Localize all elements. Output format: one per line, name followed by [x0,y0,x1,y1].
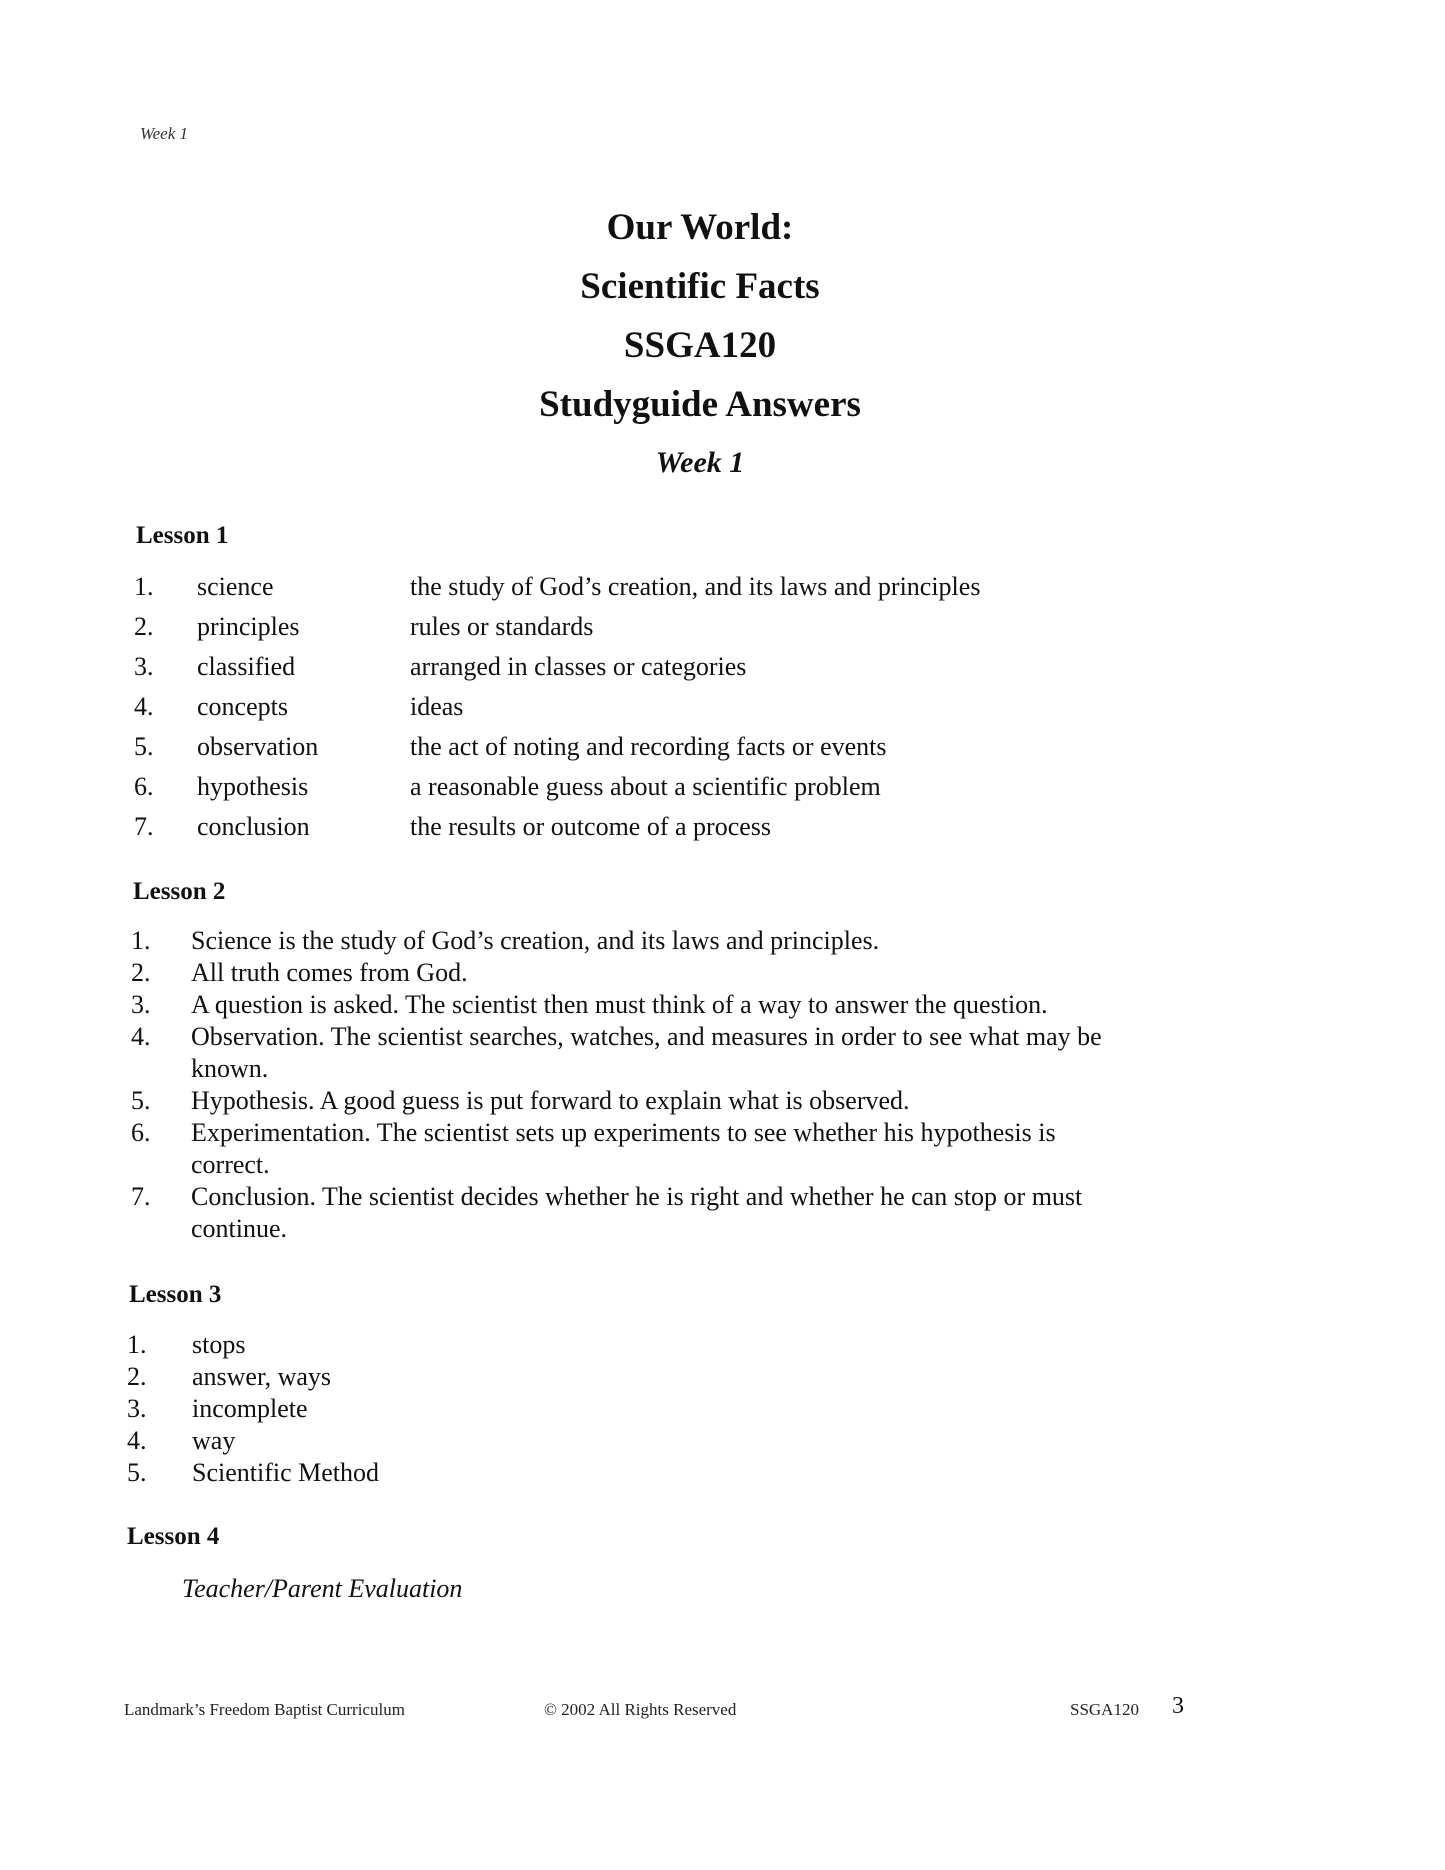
item-number: 1. [127,1330,147,1359]
week-subtitle: Week 1 [655,446,745,479]
vocab-definition: rules or standards [410,612,594,641]
item-text: Observation. The scientist searches, watches, and measures in order to see what may be known. [191,1022,1102,1083]
item-number: 4. [134,692,154,721]
list-item [131,1085,1131,1117]
item-number: 4. [127,1426,147,1455]
running-head: Week 1 [140,124,188,143]
item-text: answer, ways [192,1362,332,1391]
item-text: incomplete [192,1394,308,1423]
item-number: 2. [131,958,151,987]
item-number: 7. [134,812,154,841]
list-item [131,989,1131,1021]
list-item [131,1021,1131,1085]
vocab-definition: the study of God’s creation, and its laws and principles [410,572,981,601]
vocab-term: concepts [197,692,288,721]
item-text: Scientific Method [192,1458,380,1487]
document-title [440,198,960,434]
item-number: 7. [131,1182,151,1211]
item-text: Science is the study of God’s creation, and its laws and principles. [191,926,880,955]
footer-publisher: Landmark’s Freedom Baptist Curriculum [124,1700,405,1719]
title-line-1: Our World: [606,207,794,248]
item-number: 3. [134,652,154,681]
item-number: 3. [131,990,151,1019]
list-item [131,957,1131,989]
lesson-2-heading: Lesson 2 [133,878,226,905]
page-number: 3 [1172,1693,1184,1719]
lesson-3-heading: Lesson 3 [129,1281,222,1308]
footer-copyright: © 2002 All Rights Reserved [544,1700,737,1719]
item-number: 6. [134,772,154,801]
vocab-definition: arranged in classes or categories [410,652,747,681]
item-text: way [192,1426,236,1455]
lesson-1-heading: Lesson 1 [136,522,229,549]
item-text: Conclusion. The scientist decides whether he is right and whether he can stop or must continue. [191,1182,1083,1243]
vocab-term: conclusion [197,812,310,841]
vocab-term: observation [197,732,319,761]
vocab-term: science [197,572,274,601]
item-text: stops [192,1330,246,1359]
item-number: 1. [134,572,154,601]
vocab-term: principles [197,612,300,641]
item-text: A question is asked. The scientist then must think of a way to answer the question. [191,990,1048,1019]
item-text: Hypothesis. A good guess is put forward to explain what is observed. [191,1086,910,1115]
item-number: 4. [131,1022,151,1051]
item-number: 2. [134,612,154,641]
vocab-definition: ideas [410,692,464,721]
footer-course-code: SSGA120 [1070,1700,1139,1719]
vocab-term: hypothesis [197,772,309,801]
vocab-definition: a reasonable guess about a scientific problem [410,772,881,801]
item-number: 2. [127,1362,147,1391]
vocab-definition: the act of noting and recording facts or events [410,732,887,761]
evaluation-note: Teacher/Parent Evaluation [182,1574,463,1603]
item-number: 5. [127,1458,147,1487]
item-number: 3. [127,1394,147,1423]
item-number: 5. [131,1086,151,1115]
list-item [131,1117,1131,1181]
list-item [131,1181,1131,1245]
title-line-2: Scientific Facts [580,266,820,307]
item-number: 6. [131,1118,151,1147]
item-text: All truth comes from God. [191,958,468,987]
item-number: 1. [131,926,151,955]
lesson-2-list [131,925,1131,1245]
vocab-definition: the results or outcome of a process [410,812,772,841]
title-line-3: SSGA120 [623,325,777,366]
lesson-4-heading: Lesson 4 [127,1523,220,1550]
title-line-4: Studyguide Answers [539,384,861,425]
list-item [131,925,1131,957]
item-number: 5. [134,732,154,761]
item-text: Experimentation. The scientist sets up experiments to see whether his hypothesis is correct. [191,1118,1056,1179]
vocab-term: classified [197,652,296,681]
